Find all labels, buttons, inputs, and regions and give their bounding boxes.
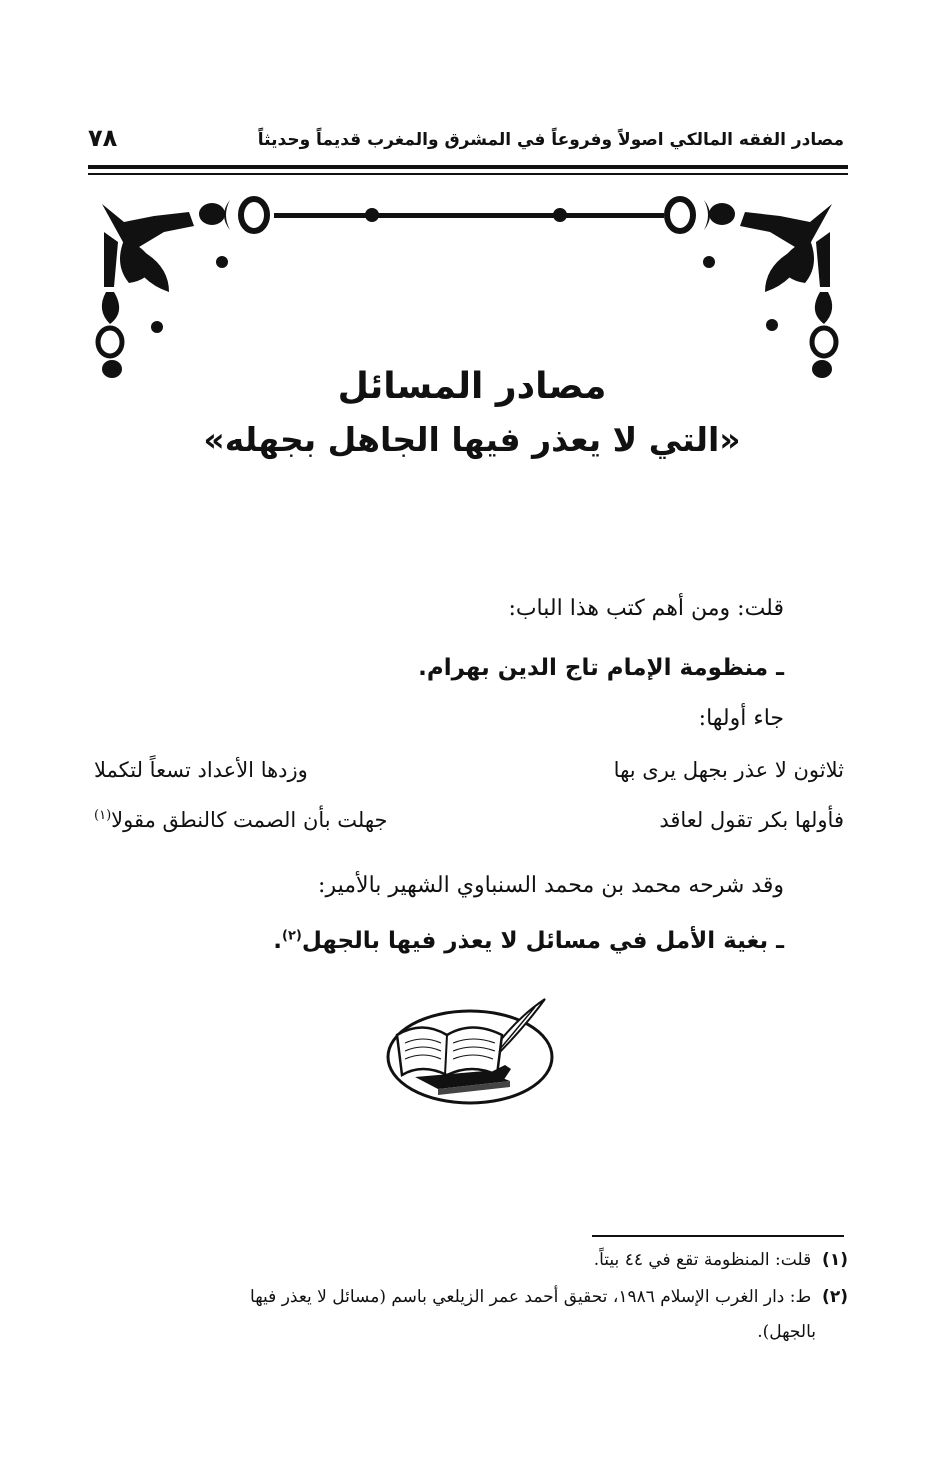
- footnote-separator: [592, 1235, 844, 1237]
- commentary-line: وقد شرحه محمد بن محمد السنباوي الشهير بالأمير:: [318, 873, 784, 898]
- footnote-2-continuation: بالجهل).: [757, 1322, 816, 1342]
- footnote-2-text: ط: دار الغرب الإسلام ١٩٨٦، تحقيق أحمد عمر الزيلعي باسم (مسائل لا يعذر فيها: [250, 1287, 812, 1307]
- verse-2-second-text: جهلت بأن الصمت كالنطق مقولا: [111, 808, 388, 832]
- verse-1-first-hemistich: ثلاثون لا عذر بجهل يرى بها: [613, 758, 844, 782]
- work-title-2-text: ـ بغية الأمل في مسائل لا يعذر فيها بالجهل: [301, 928, 784, 954]
- footnote-ref-1: (١): [94, 808, 112, 823]
- footnote-2-number: (٢): [822, 1287, 848, 1307]
- footnote-ref-2: (٢): [281, 928, 302, 944]
- chapter-subtitle: «التي لا يعذر فيها الجاهل بجهله»: [203, 420, 741, 459]
- verse-2-second-hemistich: [94, 808, 388, 832]
- chapter-title: مصادر المسائل: [337, 366, 607, 407]
- running-header: [88, 118, 848, 154]
- footnote-1-text: قلت: المنظومة تقع في ٤٤ بيتاً.: [593, 1250, 812, 1270]
- work-title-2: ـ بغية الأمل في مسائل لا يعذر فيها بالجهل$^{(٢)}$.: [273, 928, 784, 954]
- footnote-1-number: (١): [822, 1250, 848, 1270]
- verse-2-first-hemistich: فأولها بكر تقول لعاقد: [659, 808, 844, 832]
- intro-line: قلت: ومن أهم كتب هذا الباب:: [508, 596, 784, 621]
- running-title: مصادر الفقه المالكي اصولاً وفروعاً في المشرق والمغرب قديماً وحديثاً: [257, 130, 844, 150]
- header-rule: [88, 165, 848, 176]
- page-number: ٧٨: [88, 124, 118, 152]
- book-and-quill-icon: [385, 995, 560, 1110]
- verse-1-second-hemistich: وزدها الأعداد تسعاً لتكملا: [94, 758, 308, 782]
- footnote-1: [594, 1250, 848, 1270]
- floral-corner-ornament-icon: [94, 192, 840, 387]
- work-title-1: ـ منظومة الإمام تاج الدين بهرام.: [418, 655, 784, 681]
- footnote-2: [250, 1287, 848, 1307]
- verse-intro: جاء أولها:: [698, 706, 784, 731]
